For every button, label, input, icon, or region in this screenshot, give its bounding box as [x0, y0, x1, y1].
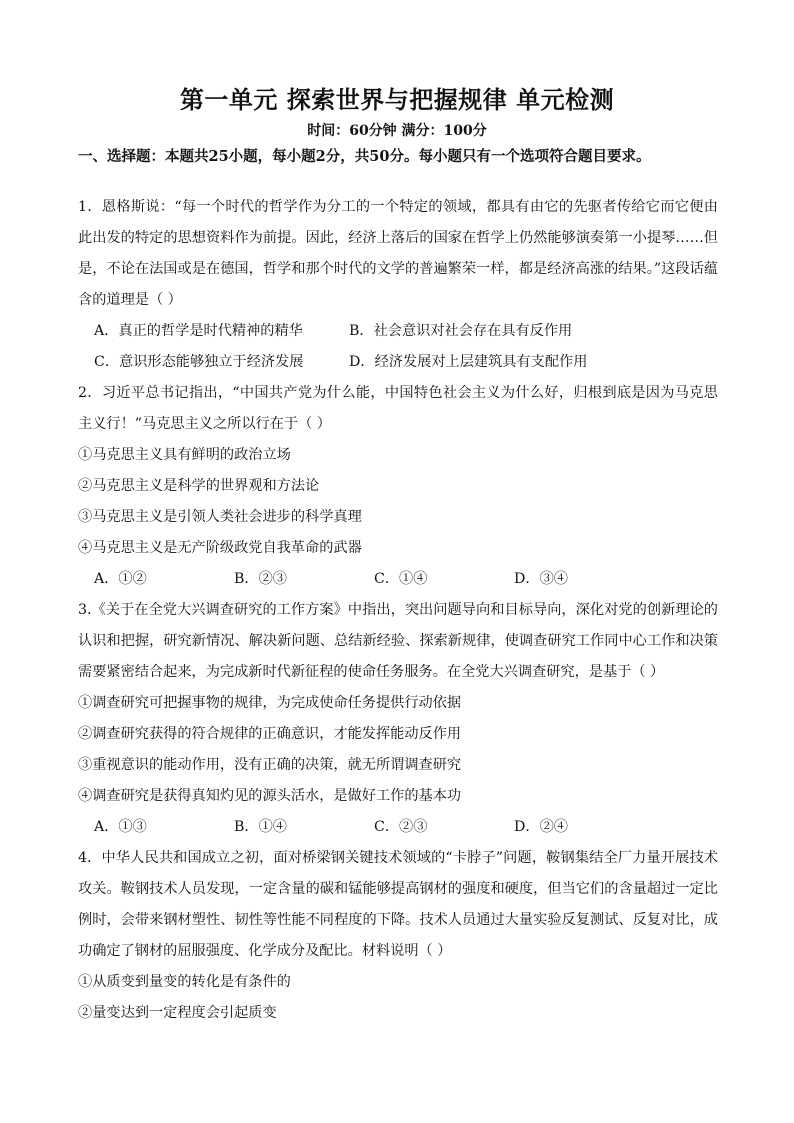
question-stem: 1．恩格斯说：“每一个时代的哲学作为分工的一个特定的领域，都具有由它的先驱者传给它而它便由此出发的特定的思想资料作为前提。因此，经济上落后的国家在哲学上仍然能够演奏第一小提琴……但是，不论在法国或是在德国，哲学和那个时代的文学的普遍繁荣一样，都是经济高涨的结果。”这段话蕴含的道理是（ ） [78, 199, 718, 308]
options-row [78, 564, 718, 595]
option-a: A．①③ [94, 819, 147, 835]
statement-1: ①从质变到量变的转化是有条件的 [78, 974, 291, 990]
option-b: B．①④ [234, 819, 287, 835]
exam-time-score: 时间：60分钟 满分：100分 [307, 123, 487, 139]
question-1 [78, 192, 718, 378]
section-heading: 一、选择题：本题共25小题，每小题2分，共50分。每小题只有一个选项符合题目要求。 [78, 148, 651, 165]
options-row [78, 316, 718, 347]
option-d: D．经济发展对上层建筑具有支配作用 [349, 354, 588, 370]
questions-list [78, 192, 718, 1029]
options-row [78, 812, 718, 843]
option-c: C．②③ [374, 819, 428, 835]
option-d: D．②④ [514, 819, 568, 835]
statement-2: ②调查研究获得的符合规律的正确意识，才能发挥能动反作用 [78, 726, 462, 742]
options-row [78, 347, 718, 378]
page-title: 第一单元 探索世界与把握规律 单元检测 [179, 85, 615, 114]
statement-3: ③重视意识的能动作用，没有正确的决策，就无所谓调查研究 [78, 757, 462, 773]
statement-2: ②马克思主义是科学的世界观和方法论 [78, 478, 320, 494]
statement-4: ④调查研究是获得真知灼见的源头活水，是做好工作的基本功 [78, 788, 462, 804]
statement-2: ②量变达到一定程度会引起质变 [78, 1005, 277, 1021]
statement-1: ①调查研究可把握事物的规律，为完成使命任务提供行动依据 [78, 695, 462, 711]
option-a: A．①② [94, 571, 147, 587]
option-b: B．②③ [234, 571, 287, 587]
question-3 [78, 595, 718, 843]
question-stem: 2．习近平总书记指出，“中国共产党为什么能，中国特色社会主义为什么好，归根到底是因为马克思主义行！”马克思主义之所以行在于（ ） [78, 385, 718, 432]
statement-1: ①马克思主义具有鲜明的政治立场 [78, 447, 291, 463]
question-stem: 3.《关于在全党大兴调查研究的工作方案》中指出，突出问题导向和目标导向，深化对党的创新理论的认识和把握，研究新情况、解决新问题、总结新经验、探索新规律，使调查研究工作同中心工作和决策需要紧密结合起来，为完成新时代新征程的使命任务服务。在全党大兴调查研究，是基于（ ） [78, 602, 718, 680]
question-stem: 4．中华人民共和国成立之初，面对桥梁钢关键技术领域的“卡脖子”问题，鞍钢集结全厂力量开展技术攻关。鞍钢技术人员发现，一定含量的碳和锰能够提高钢材的强度和硬度，但当它们的含量超过一定比例时，会带来钢材塑性、韧性等性能不同程度的下降。技术人员通过大量实验反复测试、反复对比，成功确定了钢材的屈服强度、化学成分及配比。材料说明（ ） [78, 850, 718, 959]
option-c: C．意识形态能够独立于经济发展 [94, 354, 304, 370]
option-d: D．③④ [514, 571, 568, 587]
statement-4: ④马克思主义是无产阶级政党自我革命的武器 [78, 540, 362, 556]
option-b: B．社会意识对社会存在具有反作用 [349, 323, 573, 339]
option-a: A．真正的哲学是时代精神的精华 [94, 323, 303, 339]
statement-3: ③马克思主义是引领人类社会进步的科学真理 [78, 509, 362, 525]
question-4 [78, 843, 718, 1029]
question-2 [78, 378, 718, 595]
option-c: C．①④ [374, 571, 428, 587]
